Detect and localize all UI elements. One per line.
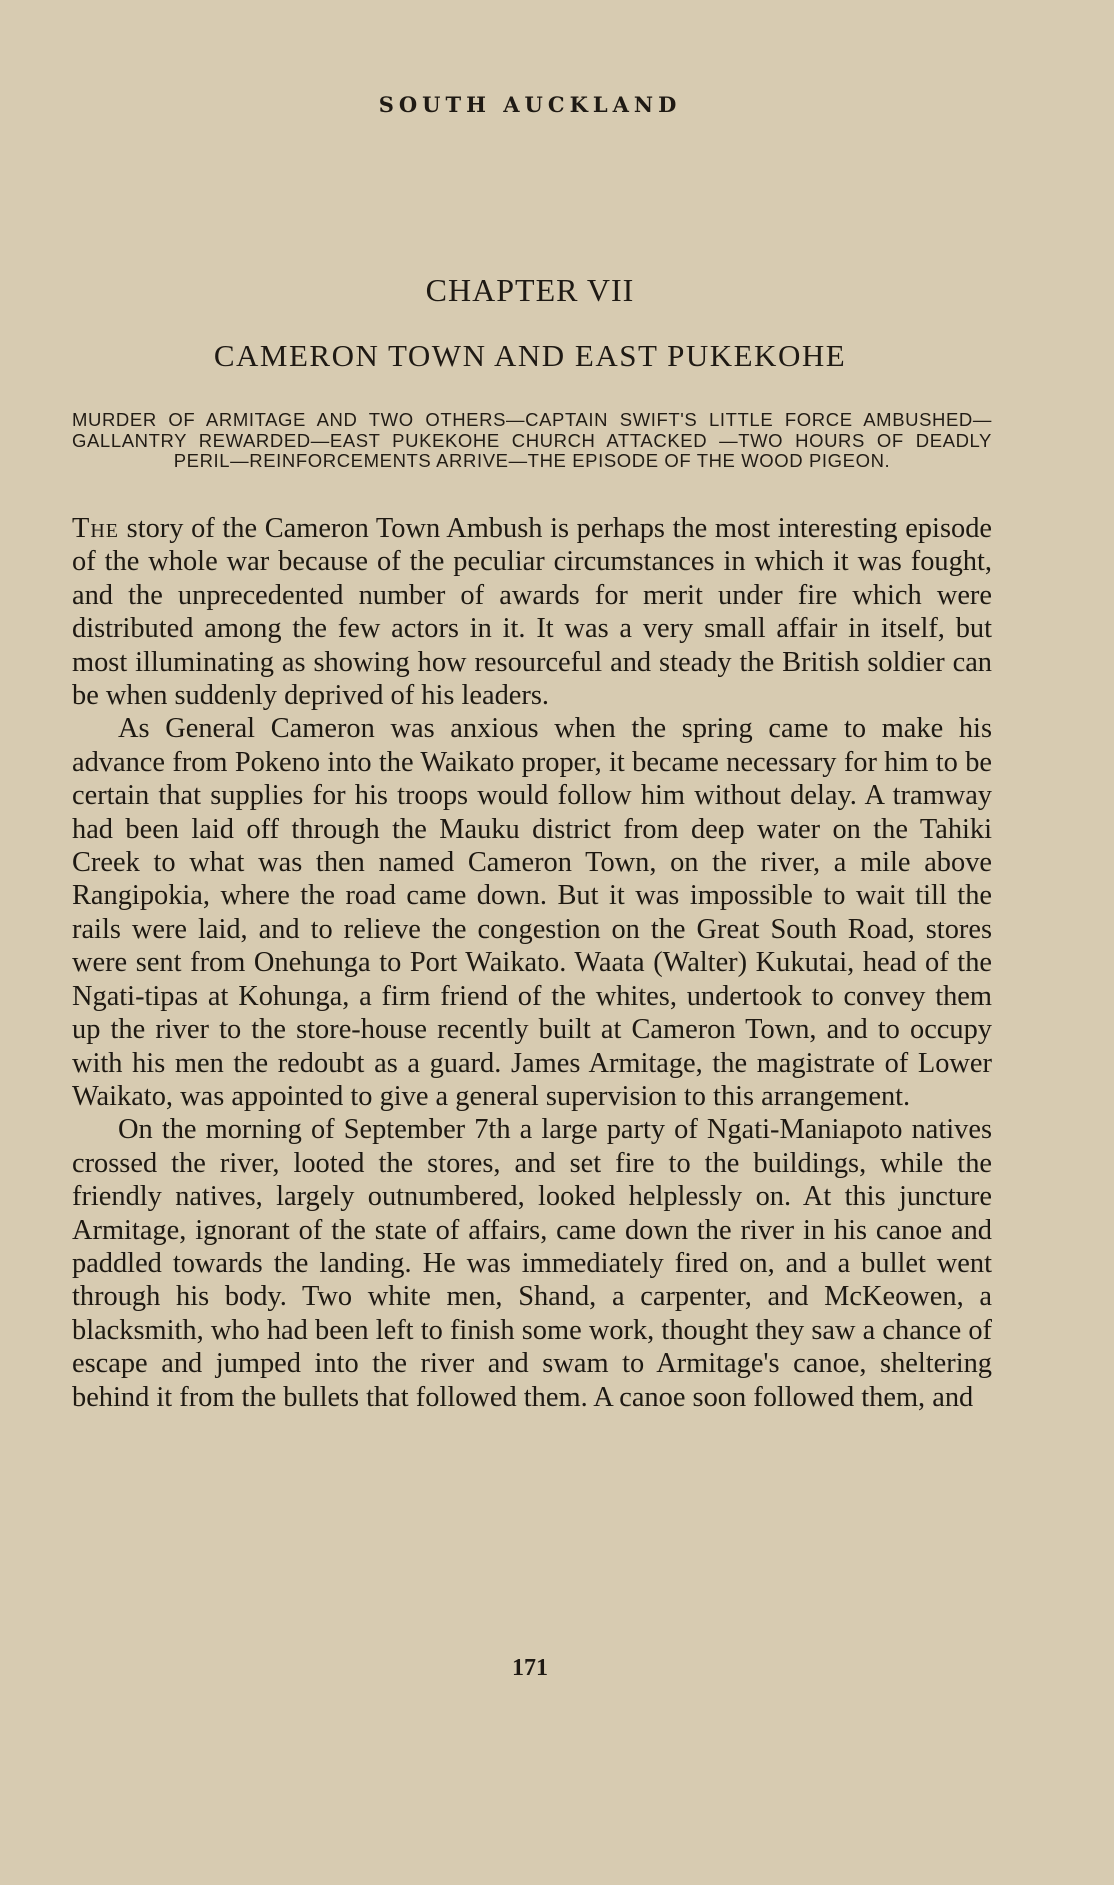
- running-head: SOUTH AUCKLAND: [378, 92, 682, 117]
- paragraph-1-lead-word: The: [72, 513, 120, 544]
- paragraph-3: On the morning of September 7th a large party of Ngati-Maniapoto natives crossed the river, looted the stores, and set fire to the buildings, while the friendly natives, largely outnumbered, looked helplessly on. At this juncture Armitage, ignorant of the state of affairs, came down the river in his canoe and paddled towards the landing. He was immediately fired on, and a bullet went through his body. Two white men, Shand, a carpenter, and McKeowen, a blacksmith, who had been left to finish some work, thought they saw a chance of escape and jumped into the river and swam to Armitage's canoe, sheltering behind it from the bullets that followed them. A canoe soon followed them, and: [72, 1114, 992, 1413]
- page-number: 171: [512, 1655, 548, 1681]
- body-text: [72, 512, 992, 1414]
- chapter-title: CAMERON TOWN AND EAST PUKEKOHE: [213, 338, 847, 373]
- paragraph-1: [72, 512, 992, 712]
- paragraph-2: As General Cameron was anxious when the spring came to make his advance from Pokeno into the Waikato proper, it became necessary for him to be certain that supplies for his troops would follow him without delay. A tramway had been laid off through the Mauku district from deep water on the Tahiki Creek to what was then named Cameron Town, on the river, a mile above Rangipokia, where the road came down. But it was impossible to wait till the rails were laid, and to relieve the congestion on the Great South Road, stores were sent from Onehunga to Port Waikato. Waata (Walter) Kukutai, head of the Ngati-tipas at Kohunga, a firm friend of the whites, undertook to convey them up the river to the store-house recently built at Cameron Town, and to occupy with his men the redoubt as a guard. James Armitage, the magistrate of Lower Waikato, was appointed to give a general supervision to this arrangement.: [72, 713, 992, 1112]
- chapter-synopsis: MURDER OF ARMITAGE AND TWO OTHERS—CAPTAIN SWIFT'S LITTLE FORCE AMBUSHED—GALLANTRY REWARDED—EAST PUKEKOHE CHURCH ATTACKED —TWO HOURS OF DEADLY PERIL—REINFORCEMENTS ARRIVE—THE EPISODE OF THE WOOD PIGEON.: [72, 409, 992, 471]
- chapter-number: CHAPTER VII: [425, 272, 635, 308]
- paragraph-1-text: story of the Cameron Town Ambush is perhaps the most interesting episode of the whole war because of the peculiar circumstances in which it was fought, and the unprecedented number of awards for merit under fire which were distributed among the few actors in it. It was a very small affair in itself, but most illuminating as showing how resourceful and steady the British soldier can be when suddenly deprived of his leaders.: [72, 513, 992, 712]
